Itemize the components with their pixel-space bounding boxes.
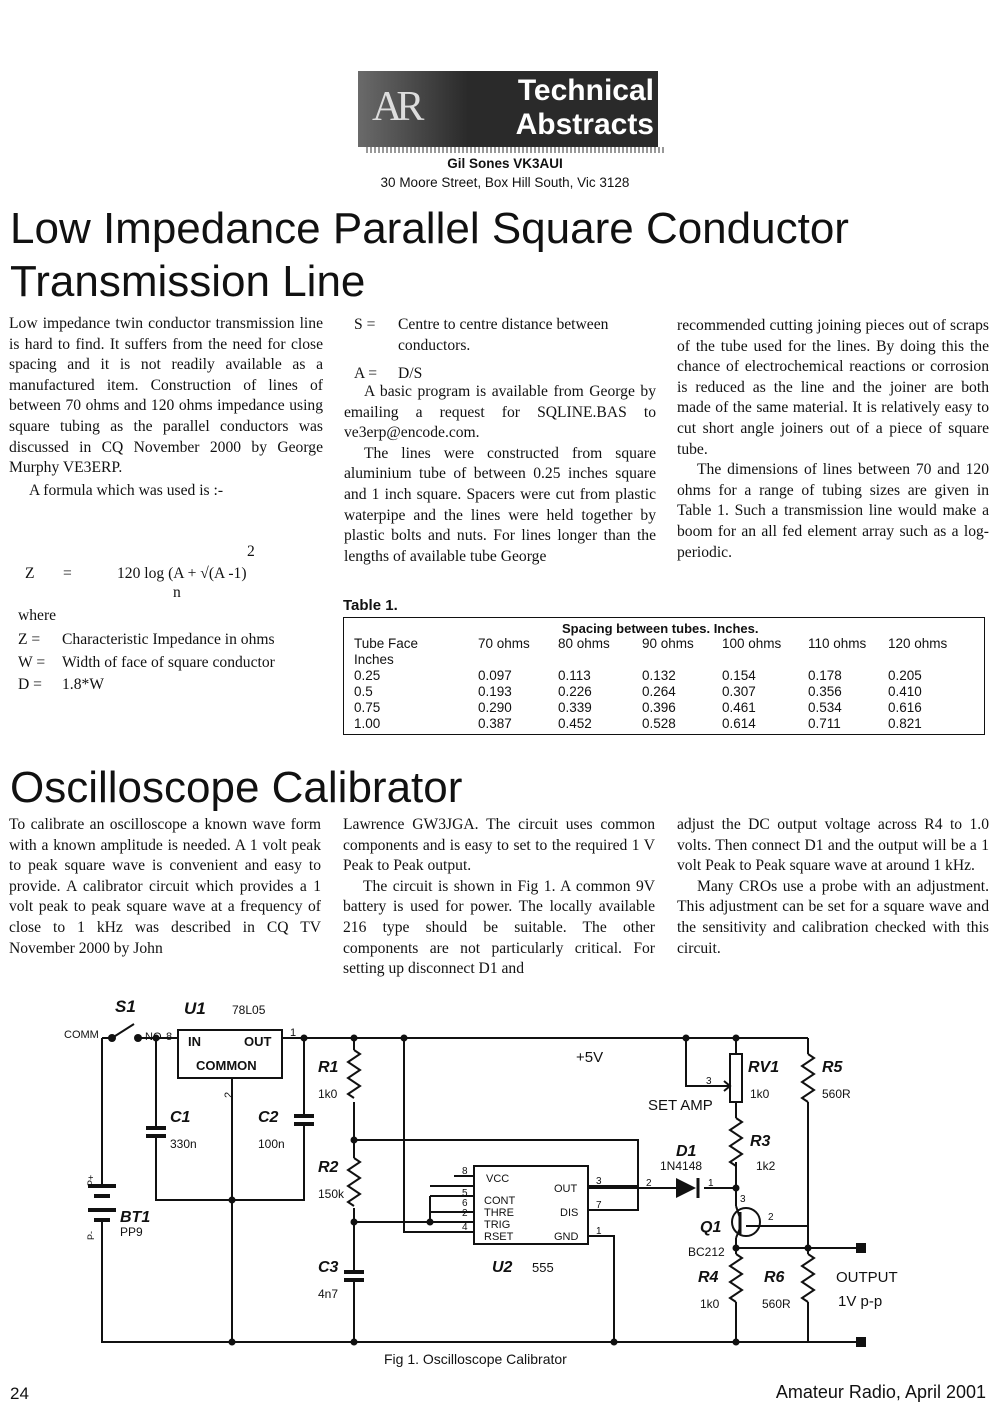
rv1-value: 1k0	[750, 1087, 770, 1101]
r3-value: 1k2	[756, 1159, 776, 1173]
table-cell: 0.113	[558, 668, 591, 683]
table-cell: 1.00	[354, 716, 381, 731]
paragraph: Many CROs use a probe with an adjustment. This adjustment can be set for a square wave and the sensitivity and calibration checked with this circuit.	[677, 877, 989, 957]
q1-pin2: 2	[768, 1212, 774, 1223]
article1-col2	[344, 382, 656, 567]
section-badge	[358, 71, 658, 147]
table-group-header: Spacing between tubes. Inches.	[562, 621, 759, 636]
column-header: 100 ohms	[722, 636, 782, 651]
u2-vcc: VCC	[486, 1173, 510, 1185]
formula	[9, 543, 323, 603]
r6-label: R6	[764, 1269, 785, 1286]
u2-cont: CONT	[484, 1195, 516, 1207]
column-header: 70 ohms	[478, 636, 530, 651]
battery-positive: P+	[86, 1174, 96, 1186]
definition-item	[18, 653, 326, 674]
definition-text: Width of face of square conductor	[62, 653, 275, 671]
article-title-2: Oscilloscope Calibrator	[10, 763, 463, 812]
article2-col3	[677, 815, 989, 959]
publication-name: Amateur Radio, April 2001	[775, 1382, 986, 1402]
u2-pin2: 2	[462, 1208, 468, 1219]
output-label: OUTPUT	[836, 1269, 898, 1286]
r1-label: R1	[318, 1059, 339, 1076]
definition-key: W =	[18, 653, 46, 671]
table-caption: Table 1.	[343, 597, 398, 614]
rv1-symbol	[730, 1054, 742, 1102]
article-title-line2: Transmission Line	[10, 257, 366, 306]
table-cell: 0.356	[808, 684, 842, 699]
column-header: 90 ohms	[642, 636, 694, 651]
article-title-line1: Low Impedance Parallel Square Conductor	[10, 204, 849, 253]
r4-label: R4	[698, 1269, 719, 1286]
table-cell: 0.410	[888, 684, 922, 699]
table-row	[354, 684, 982, 700]
table-cell: 0.193	[478, 684, 512, 699]
u2-pin5: 5	[462, 1188, 468, 1199]
where-label: where	[18, 607, 57, 624]
r3-label: R3	[750, 1133, 771, 1150]
battery-negative: P-	[86, 1231, 96, 1240]
rail-label: +5V	[576, 1049, 604, 1066]
r3-symbol	[730, 1118, 742, 1166]
definition-key: S =	[354, 316, 376, 333]
badge-title-1: Technical	[517, 74, 654, 107]
r1-symbol	[348, 1050, 360, 1098]
paragraph: The circuit is shown in Fig 1. A common 9V battery is used for power. The locally available 216 type should be suitable. The other components are not particularly critical. For setting up disconnect D1 and	[343, 877, 655, 978]
table-corner	[354, 636, 478, 668]
bt1-type: PP9	[120, 1225, 143, 1239]
badge-title-2: Abstracts	[515, 108, 654, 141]
u2-pin1: 1	[596, 1226, 602, 1237]
q1-pin3: 3	[740, 1194, 746, 1205]
paragraph: A basic program is available from George by emailing a request for SQLINE.BAS to ve3erp@encode.com.	[344, 383, 656, 442]
definition-item	[18, 675, 326, 696]
table-cell: 0.307	[722, 684, 756, 699]
set-amp-label: SET AMP	[648, 1097, 713, 1114]
article1-col3	[677, 316, 989, 563]
battery-symbol	[88, 1186, 116, 1220]
paragraph: The dimensions of lines between 70 and 120 ohms for a range of tubing sizes are given in Table 1. Such a transmission line would make a boom for an all fed element array such as a log-periodic.	[677, 461, 989, 561]
c1-value: 330n	[170, 1137, 197, 1151]
table-cell: 0.5	[354, 684, 373, 699]
article1-col1	[9, 314, 323, 501]
table-cell: 0.132	[642, 668, 676, 683]
c3-value: 4n7	[318, 1287, 339, 1301]
u1-type-label: 78L05	[232, 1003, 266, 1017]
u2-out: OUT	[554, 1183, 578, 1195]
c1-label: C1	[170, 1109, 191, 1126]
definition-text: Centre to centre distance between conductors.	[398, 316, 609, 354]
d1-type: 1N4148	[660, 1159, 703, 1173]
d1-label: D1	[676, 1143, 697, 1160]
data-table	[343, 617, 985, 735]
r5-symbol	[802, 1054, 814, 1102]
u1-out-label: OUT	[244, 1034, 272, 1049]
u2-thre: THRE	[484, 1207, 514, 1219]
u2-dis: DIS	[560, 1207, 579, 1219]
paragraph: A formula which was used is :-	[29, 481, 224, 499]
definitions-list	[18, 630, 326, 696]
definition-text: Characteristic Impedance in ohms	[62, 631, 275, 648]
c3-symbol	[344, 1272, 364, 1280]
paragraph: To calibrate an oscilloscope a known wave form with a known amplitude is needed. A 1 volt peak to peak square wave is convenient and easy to provide. A calibrator circuit which provides a 1 volt peak to peak square wave at a frequency of close to 1 kHz was described in CQ TV November 2000 by John	[9, 816, 321, 957]
c1-symbol	[146, 1128, 166, 1136]
formula-subscript: n	[173, 584, 181, 601]
u2-gnd: GND	[554, 1231, 579, 1243]
r6-symbol	[802, 1254, 814, 1302]
table-cell: 0.711	[808, 716, 841, 731]
s1-label: S1	[115, 997, 136, 1016]
u2-label: U2	[492, 1259, 513, 1276]
u1-in-label: IN	[188, 1034, 201, 1049]
definition-text: 1.8*W	[62, 676, 105, 694]
u1-label: U1	[184, 999, 206, 1018]
output-terminal-top	[856, 1243, 866, 1253]
formula-rhs: 120 log (A + √(A -1)	[117, 565, 247, 582]
author-address: 30 Moore Street, Box Hill South, Vic 3128	[380, 175, 630, 190]
rv1-wiper-arrow	[720, 1081, 730, 1091]
u2-rset: RSET	[484, 1231, 514, 1243]
rv1-pin3: 3	[706, 1076, 712, 1087]
table-corner-line: Tube Face	[354, 636, 419, 651]
page-number: 24	[10, 1384, 29, 1403]
r4-value: 1k0	[700, 1297, 720, 1311]
logo-mark: AR	[372, 84, 419, 130]
column-header: 110 ohms	[808, 636, 867, 651]
rv1-label: RV1	[748, 1059, 780, 1076]
table-cell: 0.821	[888, 716, 922, 731]
switch-symbol	[108, 1024, 142, 1042]
d1-symbol	[676, 1178, 698, 1198]
c2-value: 100n	[258, 1137, 285, 1151]
u2-type: 555	[532, 1260, 554, 1275]
formula-eq: =	[63, 565, 72, 582]
table-cell: 0.528	[642, 716, 676, 731]
definition-item	[18, 630, 326, 651]
table-cell: 0.178	[808, 668, 842, 683]
definition-key: D =	[18, 676, 42, 694]
pin8-label: 8	[166, 1031, 173, 1043]
definition-key: A =	[354, 365, 378, 383]
table-cell: 0.614	[722, 716, 756, 731]
u1-common-label: COMMON	[196, 1058, 257, 1073]
c3-label: C3	[318, 1259, 339, 1276]
r5-value: 560R	[822, 1087, 851, 1101]
table-cell: 0.154	[722, 668, 756, 683]
output-value: 1V p-p	[838, 1293, 883, 1310]
comm-label: COMM	[64, 1029, 99, 1041]
circuit-schematic	[0, 990, 1000, 1380]
r2-symbol	[348, 1158, 360, 1206]
table-cell: 0.534	[808, 700, 842, 715]
paragraph: adjust the DC output voltage across R4 to 1.0 volts. Then connect D1 and the output will be a 1 volt Peak to Peak square wave at around 1 kHz.	[677, 816, 989, 875]
table-cell: 0.461	[722, 700, 756, 715]
definition-text: D/S	[398, 365, 423, 383]
u1-pin2-label: 2	[223, 1091, 235, 1098]
table-row	[354, 716, 982, 732]
r5-label: R5	[822, 1059, 843, 1076]
table-cell: 0.264	[642, 684, 676, 699]
c2-label: C2	[258, 1109, 279, 1126]
figure-caption: Fig 1. Oscilloscope Calibrator	[384, 1351, 567, 1367]
formula-lhs: Z	[25, 565, 35, 582]
table-cell: 0.616	[888, 700, 922, 715]
paragraph: The lines were constructed from square aluminium tube of between 0.25 inches square and 1 inch square. Spacers were cut from plastic waterpipe and the lines were held together by plastic bolts and nuts. For lines longer than the lengths of available tube George	[344, 444, 656, 565]
q1-label: Q1	[700, 1219, 722, 1236]
u2-trig: TRIG	[484, 1219, 511, 1231]
table-cell: 0.396	[642, 700, 676, 715]
table-cell: 0.339	[558, 700, 592, 715]
u2-pin6: 6	[462, 1198, 468, 1209]
u2-pin7: 7	[596, 1200, 602, 1211]
c2-symbol	[294, 1116, 314, 1124]
badge-shadow	[366, 147, 666, 153]
column-header: 80 ohms	[558, 636, 610, 651]
r4-symbol	[730, 1254, 742, 1302]
r6-value: 560R	[762, 1297, 791, 1311]
u2-pin4: 4	[462, 1222, 468, 1233]
article2-col1	[9, 815, 321, 959]
q1-type: BC212	[688, 1245, 725, 1259]
table-cell: 0.25	[354, 668, 381, 683]
no-label: NO	[145, 1031, 162, 1043]
d1-pin1: 1	[708, 1178, 714, 1189]
bt1-label: BT1	[120, 1209, 151, 1226]
article2-col2	[343, 815, 655, 980]
table-header-row	[354, 636, 982, 668]
table-cell: 0.75	[354, 700, 381, 715]
r2-value: 150k	[318, 1187, 345, 1201]
r2-label: R2	[318, 1159, 339, 1176]
u2-pin3: 3	[596, 1176, 602, 1187]
definition-key: Z =	[18, 631, 41, 648]
paragraph: Low impedance twin conductor transmission line is hard to find. It suffers from the need for close spacing and it is not readily available as a manufactured item. Construction of lines of between 70 ohms and 120 ohms impedance using square tubing as the parallel conductors was discussed in CQ November 2000 by George Murphy VE3ERP.	[9, 315, 323, 477]
definition-item	[354, 315, 658, 356]
formula-superscript: 2	[247, 543, 255, 560]
column-header: 120 ohms	[888, 636, 948, 651]
table-cell: 0.205	[888, 668, 922, 683]
table-cell: 0.226	[558, 684, 592, 699]
table-corner-line: Inches	[354, 652, 394, 667]
table-row	[354, 668, 982, 684]
table-cell: 0.452	[558, 716, 592, 731]
paragraph: recommended cutting joining pieces out of scraps of the tube used for the lines. By doing this the chance of electrochemical reactions or corrosion is reduced as the line and the joiner are both made of the same material. It is relatively easy to cut short angle joiners out of a piece of square tube.	[677, 317, 989, 458]
d1-pin2: 2	[646, 1178, 652, 1189]
paragraph: Lawrence GW3JGA. The circuit uses common components and is easy to set to the required 1 V Peak to Peak output.	[343, 816, 655, 875]
author-name: Gil Sones VK3AUI	[447, 156, 563, 171]
table-row	[354, 700, 982, 716]
definitions-list-2	[354, 315, 658, 385]
u2-pin8: 8	[462, 1166, 468, 1177]
table-cell: 0.097	[478, 668, 512, 683]
table-grid	[354, 636, 982, 732]
table-cell: 0.387	[478, 716, 512, 731]
table-cell: 0.290	[478, 700, 512, 715]
u1-pin1-label: 1	[290, 1027, 297, 1039]
r1-value: 1k0	[318, 1087, 338, 1101]
q1-symbol	[732, 1206, 760, 1238]
